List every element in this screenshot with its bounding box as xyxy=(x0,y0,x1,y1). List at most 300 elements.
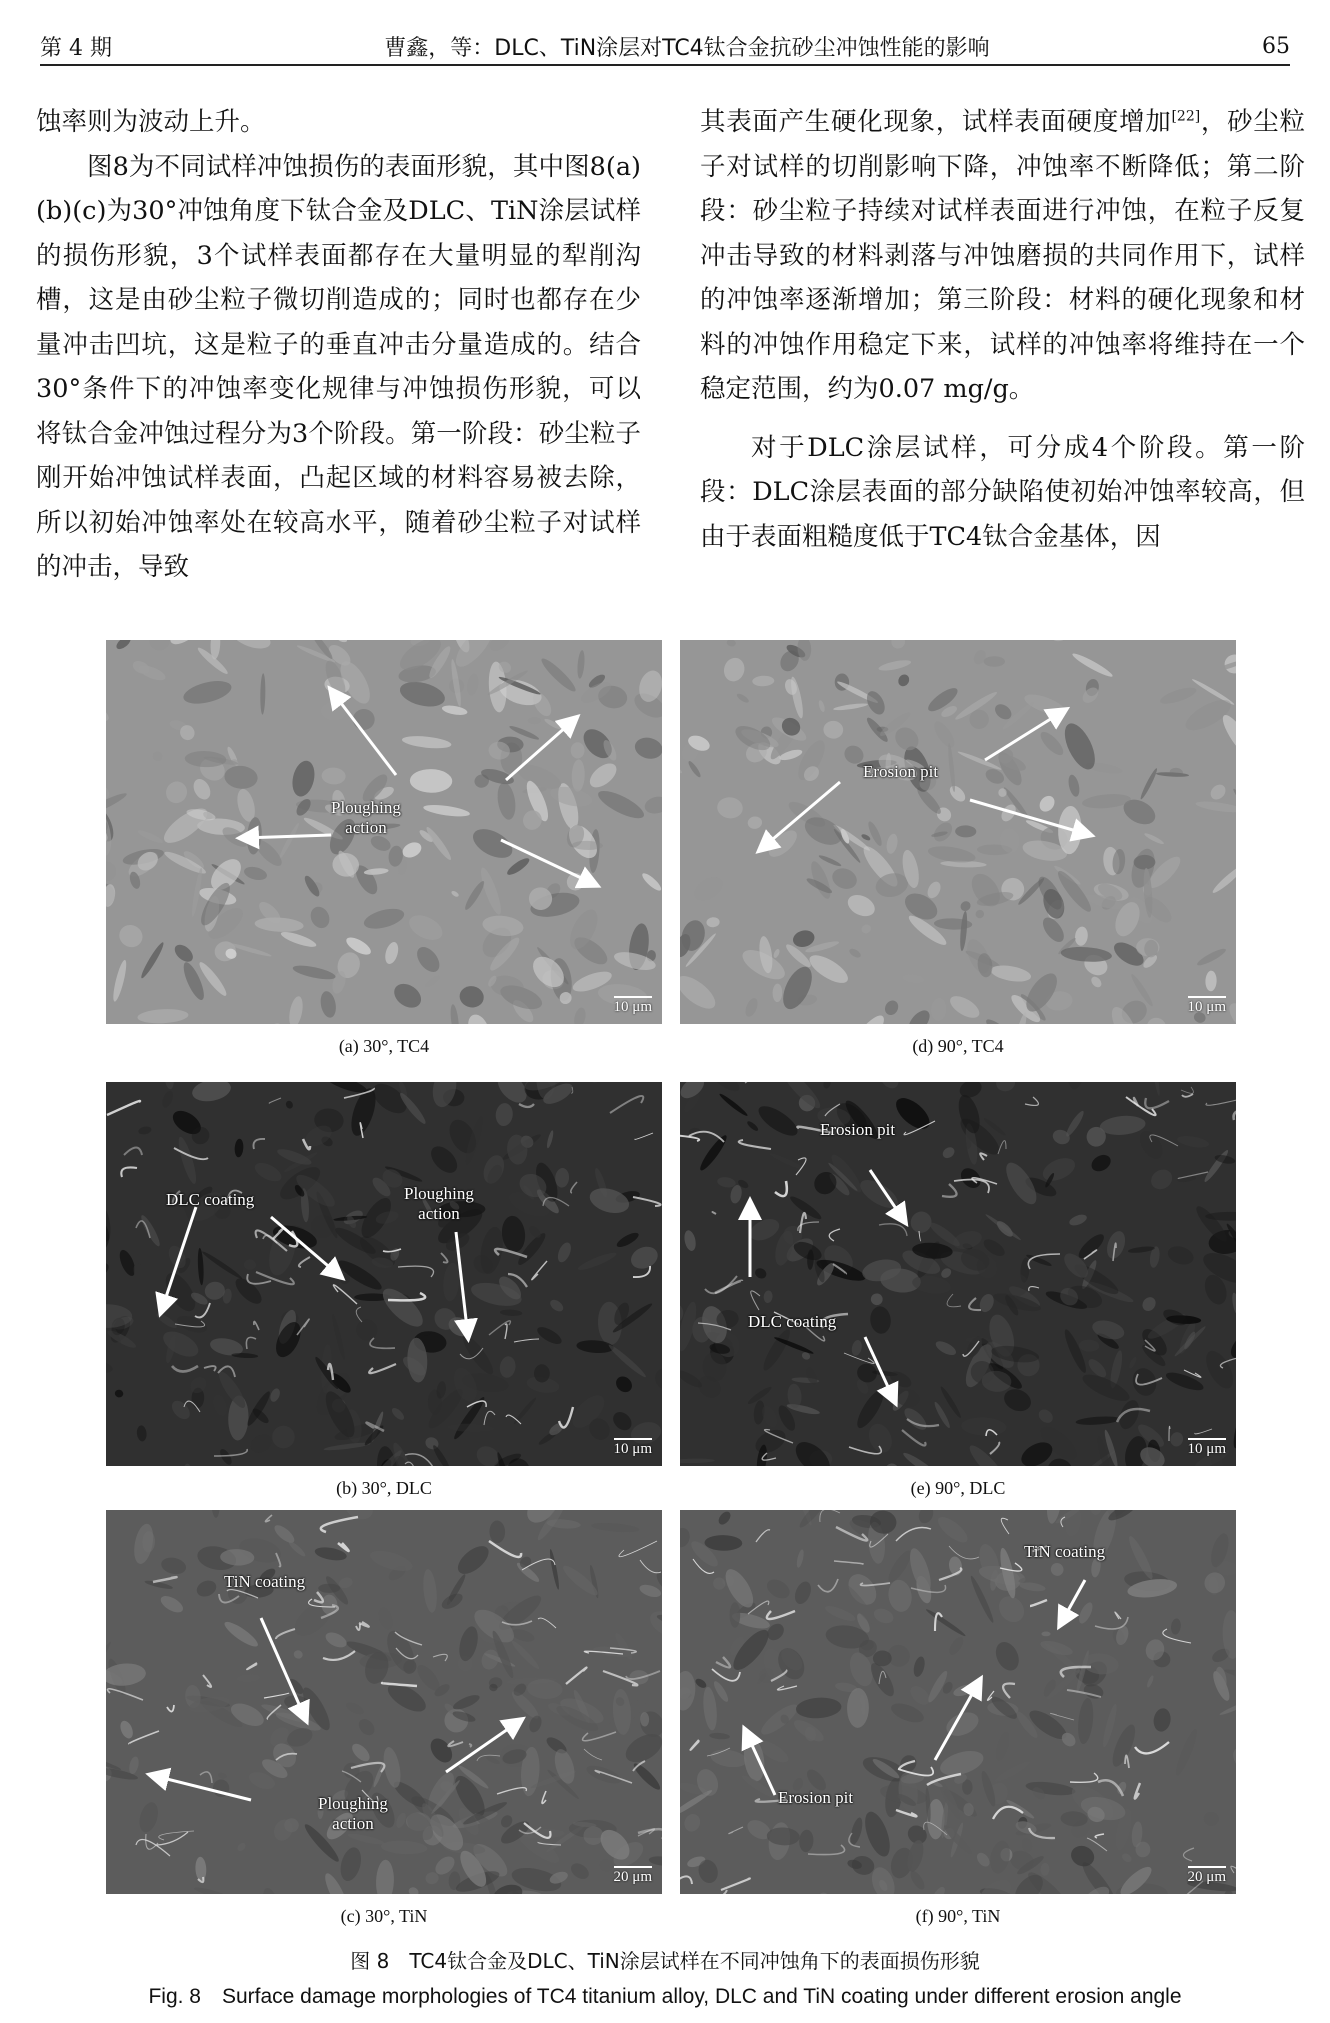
sem-grain xyxy=(115,921,146,951)
sem-grain xyxy=(231,1352,258,1358)
sem-grain xyxy=(866,820,884,848)
sem-grain xyxy=(210,1510,220,1518)
sem-grain xyxy=(1041,1632,1050,1637)
sem-grain xyxy=(400,839,424,860)
sem-grain xyxy=(643,794,662,816)
sem-grain xyxy=(1061,1328,1089,1375)
sem-grain xyxy=(1076,1697,1095,1744)
annotation-label: DLC coating xyxy=(166,1190,255,1209)
sem-grain xyxy=(563,869,588,894)
sem-grain xyxy=(591,1521,640,1533)
sem-grain xyxy=(1025,1780,1076,1798)
sem-edge-highlight xyxy=(356,1624,360,1630)
sem-grain xyxy=(449,1004,460,1024)
sem-grain xyxy=(223,764,258,790)
sem-grain xyxy=(571,759,585,792)
sem-grain xyxy=(489,1520,505,1543)
sem-grain xyxy=(905,1007,934,1024)
sem-edge-highlight xyxy=(157,1832,188,1845)
sem-grain xyxy=(538,655,578,695)
annotation-label: Erosion pit xyxy=(778,1788,854,1807)
sem-edge-highlight xyxy=(253,1139,265,1149)
panel-caption: (d) 90°, TC4 xyxy=(912,1036,1004,1056)
sem-edge-highlight xyxy=(583,1732,616,1741)
sem-grain xyxy=(638,1582,662,1599)
sem-edge-highlight xyxy=(1145,1098,1169,1108)
sem-edge-highlight xyxy=(264,1693,289,1698)
sem-grain xyxy=(1169,1431,1185,1448)
sem-grain xyxy=(1009,1011,1029,1024)
sem-grain xyxy=(1176,1134,1210,1150)
sem-grain xyxy=(754,1101,802,1141)
sem-grain xyxy=(1202,1148,1230,1183)
sem-micrograph xyxy=(680,640,1236,1024)
sem-grain xyxy=(423,803,471,819)
sem-grain xyxy=(234,1138,244,1157)
sem-grain xyxy=(987,1839,1012,1875)
sem-grain xyxy=(1146,1675,1155,1689)
sem-grain xyxy=(885,1548,915,1585)
sem-edge-highlight xyxy=(715,1281,742,1293)
sem-grain xyxy=(1152,1707,1172,1733)
sem-grain xyxy=(236,1841,247,1852)
running-header xyxy=(40,28,1290,66)
sem-grain xyxy=(934,1339,958,1358)
sem-grain xyxy=(1074,926,1089,947)
annotation-arrow xyxy=(985,710,1065,760)
sem-grain xyxy=(959,899,973,913)
sem-grain xyxy=(181,677,234,708)
panel-caption: (e) 90°, DLC xyxy=(910,1478,1006,1498)
sem-edge-highlight xyxy=(356,1307,362,1322)
sem-grain xyxy=(631,1760,662,1792)
sem-grain xyxy=(598,1858,614,1873)
sem-edge-highlight xyxy=(896,1810,916,1816)
sem-grain xyxy=(1195,946,1227,968)
sem-grain xyxy=(847,1011,889,1024)
sem-edge-highlight xyxy=(584,1749,602,1760)
sem-grain xyxy=(548,1297,565,1313)
sem-grain xyxy=(1205,970,1217,991)
sem-texture xyxy=(680,640,1236,1024)
sem-edge-highlight xyxy=(713,1212,717,1214)
sem-edge-highlight xyxy=(990,1442,999,1454)
sem-grain xyxy=(797,640,812,661)
sem-grain xyxy=(818,700,826,713)
sem-grain xyxy=(823,1603,857,1624)
sem-grain xyxy=(312,1510,338,1531)
sem-grain xyxy=(222,1618,261,1650)
sem-edge-highlight xyxy=(808,1845,845,1855)
sem-grain xyxy=(201,1250,244,1281)
sem-edge-highlight xyxy=(195,1303,210,1317)
sem-grain xyxy=(527,640,572,641)
sem-grain xyxy=(307,904,333,932)
sem-grain xyxy=(331,851,361,878)
left-column xyxy=(36,100,641,590)
sem-grain xyxy=(453,1541,493,1579)
sem-grain xyxy=(974,1850,992,1869)
sem-grain xyxy=(323,1441,370,1452)
sem-grain xyxy=(512,1396,537,1425)
sem-grain xyxy=(1005,1798,1036,1820)
sem-grain xyxy=(907,1682,933,1708)
sem-edge-highlight xyxy=(818,1579,838,1592)
sem-grain xyxy=(287,995,305,1024)
sem-edge-highlight xyxy=(497,1788,526,1794)
sem-grain xyxy=(136,1425,147,1442)
paragraph-fig8-discussion: 图8为不同试样冲蚀损伤的表面形貌，其中图8(a)(b)(c)为30°冲蚀角度下钛合金及DLC、TiN涂层试样的损伤形貌，3个试样表面都存在大量明显的犁削沟槽，这是由砂尘粒子微切削造成的；同时也都存在少量冲击凹坑，这是粒子的垂直冲击分量造成的。结合30°条件下的冲蚀率变化规律与冲蚀损伤形貌，可以将钛合金冲蚀过程分为3个阶段。第一阶段：砂尘粒子刚开始冲蚀试样表面，凸起区域的材料容易被去除，所以初始冲蚀率处在较高水平，随着砂尘粒子对试样的冲击，导致 xyxy=(36,151,641,582)
annotation-label: TiN coating xyxy=(224,1572,306,1591)
sem-grain xyxy=(1089,975,1103,990)
sem-edge-highlight xyxy=(1195,1429,1212,1434)
sem-grain xyxy=(865,1420,896,1456)
sem-grain xyxy=(390,1406,406,1422)
annotation-label: TiN coating xyxy=(1024,1542,1106,1561)
panel-caption: (f) 90°, TiN xyxy=(915,1906,1001,1926)
sem-grain xyxy=(941,1823,974,1857)
sem-edge-highlight xyxy=(532,1261,547,1280)
sem-grain xyxy=(451,1692,481,1712)
sem-grain xyxy=(343,1510,376,1523)
sem-grain xyxy=(394,1811,407,1829)
sem-grain xyxy=(431,1444,452,1466)
sem-edge-highlight xyxy=(902,1430,926,1446)
sem-grain xyxy=(256,1342,268,1368)
sem-edge-highlight xyxy=(980,1153,987,1160)
sem-grain xyxy=(993,1730,1012,1762)
sem-grain xyxy=(106,861,117,883)
sem-grain xyxy=(1226,1326,1236,1363)
sem-grain xyxy=(965,1441,1009,1466)
sem-edge-highlight xyxy=(777,1686,797,1690)
sem-grain xyxy=(463,879,487,912)
sem-edge-highlight xyxy=(370,1338,395,1348)
sem-grain xyxy=(260,673,266,714)
sem-micrograph xyxy=(106,1510,662,1894)
figure-panel-a xyxy=(106,640,662,1057)
sem-grain xyxy=(746,1215,782,1245)
sem-grain xyxy=(1079,1339,1100,1352)
sem-edge-highlight xyxy=(640,1560,661,1573)
sem-grain xyxy=(136,1800,161,1834)
sem-grain xyxy=(1106,640,1131,642)
sem-edge-highlight xyxy=(559,1407,573,1427)
sem-edge-highlight xyxy=(369,1364,396,1373)
sem-grain xyxy=(752,675,774,686)
sem-edge-highlight xyxy=(333,1285,357,1304)
sem-grain xyxy=(822,1082,832,1089)
sem-grain xyxy=(902,973,925,985)
figure-panel-f xyxy=(680,1510,1236,1927)
sem-grain xyxy=(584,1082,609,1084)
sem-grain xyxy=(106,704,111,724)
sem-grain xyxy=(789,676,806,719)
sem-grain xyxy=(709,1747,748,1769)
sem-grain xyxy=(769,1151,806,1171)
sem-grain xyxy=(349,1741,373,1765)
sem-grain xyxy=(279,929,317,950)
sem-grain xyxy=(381,1840,428,1856)
panel-caption: (c) 30°, TiN xyxy=(340,1906,428,1926)
panel-caption: (a) 30°, TC4 xyxy=(338,1036,430,1056)
sem-grain xyxy=(872,1606,896,1626)
sem-grain xyxy=(247,1431,275,1457)
sem-grain xyxy=(278,822,301,860)
sem-edge-highlight xyxy=(619,1541,657,1557)
sem-grain xyxy=(548,1549,560,1590)
sem-grain xyxy=(158,1593,186,1616)
sem-edge-highlight xyxy=(820,1510,840,1522)
annotation-label: Ploughing action xyxy=(404,1184,474,1223)
sem-grain xyxy=(155,1311,179,1331)
sem-edge-highlight xyxy=(1025,1097,1038,1105)
sem-grain xyxy=(1150,1082,1161,1096)
sem-grain xyxy=(693,1632,718,1657)
sem-edge-highlight xyxy=(1169,1426,1170,1441)
sem-grain xyxy=(633,735,662,762)
sem-grain xyxy=(498,1355,516,1379)
sem-grain xyxy=(111,959,129,1003)
sem-grain xyxy=(706,917,720,928)
sem-grain xyxy=(546,1130,555,1149)
sem-grain xyxy=(610,1408,636,1434)
sem-grain xyxy=(1076,1600,1095,1625)
sem-edge-highlight xyxy=(844,1353,874,1363)
sem-grain xyxy=(165,640,217,650)
sem-grain xyxy=(217,1772,227,1780)
sem-micrograph xyxy=(106,1082,662,1466)
sem-grain xyxy=(375,1859,394,1894)
sem-grain xyxy=(912,1655,927,1678)
sem-edge-highlight xyxy=(167,1705,174,1712)
paragraph-ti-stages xyxy=(700,100,1305,412)
sem-grain xyxy=(829,865,860,893)
sem-edge-highlight xyxy=(756,1530,770,1542)
sem-grain xyxy=(292,963,337,982)
figure-caption-chinese: 图 8 TC4钛合金及DLC、TiN涂层试样在不同冲蚀角下的表面损伤形貌 xyxy=(350,1949,980,1973)
sem-grain xyxy=(792,1579,814,1606)
sem-grain xyxy=(1173,1727,1200,1777)
sem-grain xyxy=(882,998,900,1017)
sem-grain xyxy=(160,1555,188,1576)
sem-grain xyxy=(934,1513,971,1547)
sem-grain xyxy=(321,767,346,785)
sem-grain xyxy=(993,1758,1032,1784)
sem-grain xyxy=(190,1082,232,1104)
sem-grain xyxy=(194,1578,218,1600)
sem-grain xyxy=(764,1576,793,1603)
sem-grain xyxy=(137,1008,189,1024)
sem-grain xyxy=(162,778,190,807)
sem-edge-highlight xyxy=(1095,1834,1104,1838)
sem-edge-highlight xyxy=(398,1266,434,1277)
sem-grain xyxy=(1086,1510,1104,1515)
sem-edge-highlight xyxy=(489,1541,521,1557)
sem-grain xyxy=(844,891,878,921)
sem-grain xyxy=(401,734,451,750)
sem-edge-highlight xyxy=(254,1321,259,1330)
sem-grain xyxy=(716,1510,733,1527)
sem-edge-highlight xyxy=(124,1148,142,1156)
sem-grain xyxy=(896,672,911,688)
sem-grain xyxy=(680,1419,681,1449)
sem-edge-highlight xyxy=(1125,1755,1129,1768)
sem-edge-highlight xyxy=(338,1543,349,1551)
sem-grain xyxy=(947,743,957,792)
sem-edge-highlight xyxy=(829,1229,840,1241)
sem-edge-highlight xyxy=(998,1141,1006,1154)
sem-edge-highlight xyxy=(896,1528,931,1542)
sem-edge-highlight xyxy=(775,1181,787,1196)
sem-edge-highlight xyxy=(107,1101,140,1115)
sem-grain xyxy=(1108,1722,1140,1770)
sem-edge-highlight xyxy=(441,1253,448,1263)
sem-grain xyxy=(974,908,986,920)
sem-grain xyxy=(172,941,197,965)
sem-grain xyxy=(405,910,446,945)
sem-grain xyxy=(528,717,541,724)
sem-grain xyxy=(383,941,401,966)
sem-edge-highlight xyxy=(1135,1783,1140,1799)
sem-grain xyxy=(1195,799,1236,814)
sem-grain xyxy=(1128,1245,1156,1254)
sem-grain xyxy=(413,943,444,976)
sem-edge-highlight xyxy=(969,1298,981,1310)
sem-grain xyxy=(726,640,736,647)
sem-grain xyxy=(680,1458,715,1463)
sem-grain xyxy=(628,1243,662,1273)
sem-grain xyxy=(595,786,648,824)
sem-grain xyxy=(244,1389,272,1428)
sem-grain xyxy=(701,1686,718,1731)
sem-grain xyxy=(651,1363,662,1395)
figure-panel-e xyxy=(680,1082,1236,1499)
sem-edge-highlight xyxy=(834,1561,863,1564)
sem-grain xyxy=(106,1258,112,1290)
sem-grain xyxy=(285,1100,295,1110)
sem-grain xyxy=(853,1386,888,1431)
sem-grain xyxy=(957,1164,985,1192)
sem-grain xyxy=(441,704,468,717)
sem-grain xyxy=(196,1022,211,1024)
sem-edge-highlight xyxy=(742,1082,752,1083)
sem-grain xyxy=(772,984,782,1003)
sem-edge-highlight xyxy=(172,1366,198,1372)
sem-grain xyxy=(891,1092,935,1134)
sem-edge-highlight xyxy=(200,1772,212,1783)
scale-bar: 10 μm xyxy=(1187,1441,1226,1457)
sem-grain xyxy=(752,1425,790,1458)
sem-grain xyxy=(995,1082,1017,1093)
sem-grain xyxy=(576,650,585,679)
sem-grain xyxy=(271,1318,306,1361)
sem-grain xyxy=(1201,1347,1236,1393)
sem-grain xyxy=(947,992,983,1022)
sem-grain xyxy=(535,1324,564,1347)
citation-ref[interactable]: [22] xyxy=(1171,108,1201,125)
sem-grain xyxy=(818,854,842,868)
sem-grain xyxy=(863,688,888,717)
sem-grain xyxy=(607,1342,648,1379)
sem-grain xyxy=(500,1215,527,1254)
sem-grain xyxy=(423,973,441,989)
sem-edge-highlight xyxy=(246,1337,256,1349)
sem-grain xyxy=(886,1578,914,1613)
sem-edge-highlight xyxy=(633,1197,661,1206)
sem-grain xyxy=(464,1011,493,1024)
sem-grain xyxy=(106,1353,114,1376)
sem-grain xyxy=(227,1699,267,1731)
sem-texture xyxy=(106,1082,662,1466)
sem-grain xyxy=(690,872,727,906)
sem-grain xyxy=(252,1159,284,1185)
sem-grain xyxy=(804,1366,819,1387)
sem-grain xyxy=(1139,767,1159,800)
sem-grain xyxy=(236,1673,260,1683)
panel-caption: (b) 30°, DLC xyxy=(336,1478,432,1498)
sem-grain xyxy=(495,781,518,821)
sem-edge-highlight xyxy=(433,1654,447,1661)
sem-grain xyxy=(572,1007,587,1024)
sem-grain xyxy=(697,1133,730,1173)
sem-edge-highlight xyxy=(269,1098,281,1103)
sem-grain xyxy=(106,790,128,819)
sem-edge-highlight xyxy=(159,1831,194,1840)
sem-grain xyxy=(269,1387,282,1403)
sem-grain xyxy=(704,1082,743,1096)
sem-grain xyxy=(442,1262,461,1302)
scale-bar: 20 μm xyxy=(1187,1869,1226,1885)
sem-grain xyxy=(495,1102,514,1127)
sem-grain xyxy=(901,1450,940,1466)
sem-texture xyxy=(106,1510,662,1894)
sem-grain xyxy=(410,769,453,793)
sem-grain xyxy=(252,836,286,870)
sem-edge-highlight xyxy=(469,1744,471,1747)
sem-grain xyxy=(930,718,958,750)
sem-grain xyxy=(718,1092,749,1118)
sem-edge-highlight xyxy=(566,1668,587,1684)
sem-grain xyxy=(139,941,166,980)
sem-edge-highlight xyxy=(1181,1087,1193,1093)
sem-grain xyxy=(613,1890,632,1894)
sem-grain xyxy=(878,658,912,673)
sem-grain xyxy=(1090,1317,1126,1342)
sem-edge-highlight xyxy=(879,1224,907,1236)
page-number: 65 xyxy=(1261,33,1290,59)
sem-grain xyxy=(1170,1618,1182,1635)
sem-grain xyxy=(1231,955,1236,999)
sem-grain xyxy=(833,702,868,711)
sem-grain xyxy=(704,1535,742,1551)
paragraph-text: ，砂尘粒子对试样的切削影响下降，冲蚀率不断降低；第二阶段：砂尘粒子持续对试样表面进行冲蚀，在粒子反复冲击导致的材料剥落与冲蚀磨损的共同作用下，试样的冲蚀率逐渐增加；第三阶段：材料的硬化现象和材料的冲蚀作用稳定下来，试样的冲蚀率将维持在一个稳定范围，约为0.07 mg/g。 xyxy=(700,107,1305,404)
sem-edge-highlight xyxy=(146,1834,158,1849)
sem-edge-highlight xyxy=(538,1618,556,1628)
sem-grain xyxy=(246,1022,281,1024)
sem-grain xyxy=(763,1290,773,1303)
sem-grain xyxy=(1164,1369,1205,1394)
sem-grain xyxy=(289,759,318,799)
sem-grain xyxy=(753,1266,768,1280)
sem-edge-highlight xyxy=(691,1740,700,1750)
sem-grain xyxy=(1101,1703,1120,1748)
sem-grain xyxy=(1231,1292,1236,1314)
sem-grain xyxy=(797,1510,828,1530)
sem-grain xyxy=(362,905,406,932)
sem-grain xyxy=(319,990,338,1019)
sem-grain xyxy=(477,866,504,917)
